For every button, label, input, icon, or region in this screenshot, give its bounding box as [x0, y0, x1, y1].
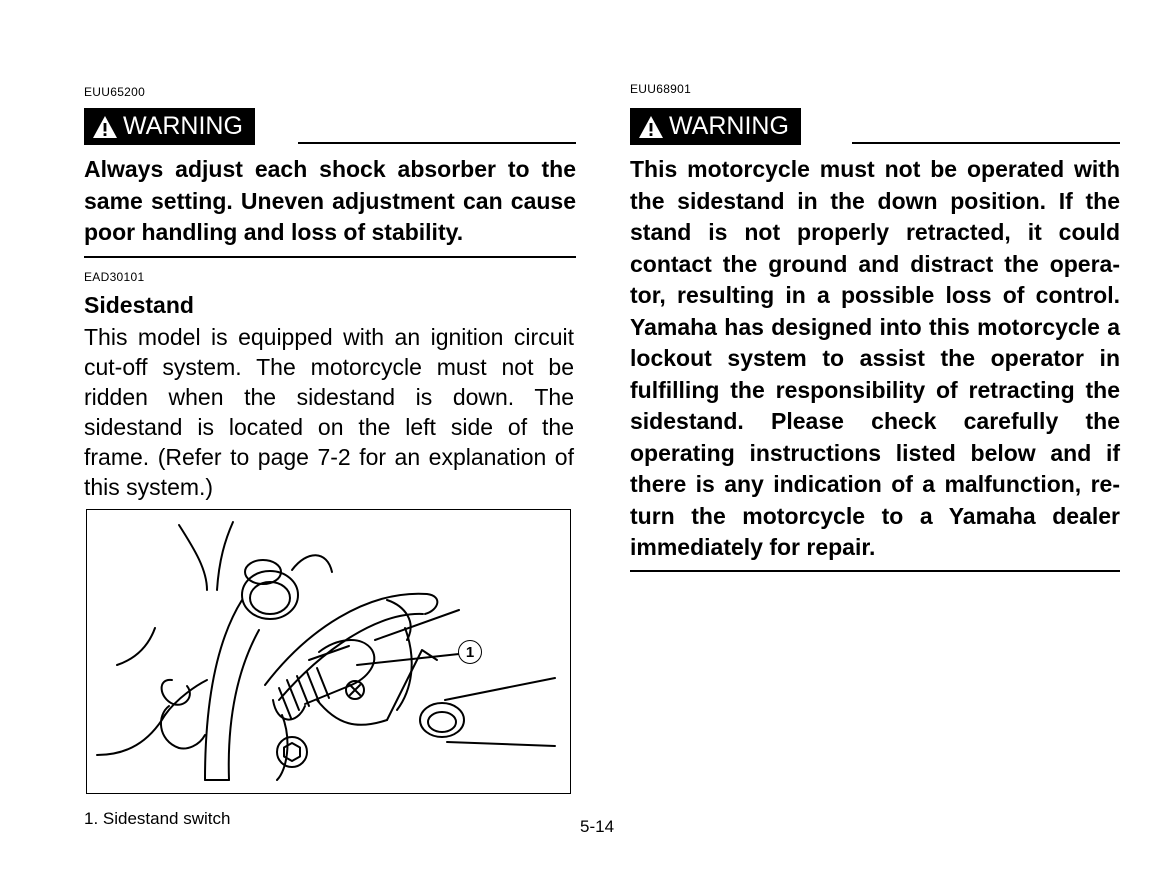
warning-label: WARNING	[669, 112, 789, 140]
warning-triangle-icon	[638, 115, 664, 139]
figure-caption: 1. Sidestand switch	[84, 809, 231, 828]
section-title-sidestand: Sidestand	[84, 292, 194, 318]
warning-end-rule-right	[630, 570, 1120, 572]
warning-header-right	[630, 108, 1120, 145]
warning-header-line	[298, 142, 576, 144]
warning-triangle-icon	[92, 115, 118, 139]
section-code-left-warning: EUU65200	[84, 85, 146, 99]
section-code-right-warning: EUU68901	[630, 82, 692, 96]
section-code-sidestand: EAD30101	[84, 270, 145, 284]
callout-number-1: 1	[458, 640, 482, 664]
warning-badge	[84, 108, 255, 145]
warning-text-left: Always adjust each shock absorber to the same setting. Uneven adjustment can cause poor handling and loss of stability.	[84, 156, 576, 245]
page-number: 5-14	[580, 817, 615, 836]
warning-text-right: This motorcycle must not be operated with the sidestand in the down position. If the stand is not properly retracted, it could contact the ground and distract the opera-tor, resulting in a possible loss of control. Yamaha has designed into this motorcycle a lockout system to assist the operator in fulfilling the responsibility of retracting the sidestand. Please check carefully the operating instructions listed below and if there is any indication of a malfunction, re-turn the motorcycle to a Yamaha dealer immediately for repair.	[630, 156, 1120, 560]
sidestand-switch-figure	[86, 509, 571, 794]
sidestand-description: This model is equipped with an ignition circuit cut-off system. The motorcycle must not be ridden when the sidestand is down. The sidestand is located on the left side of the frame. (Refer to page 7-2 for an explanation of this system.)	[84, 324, 574, 500]
warning-label: WARNING	[123, 112, 243, 140]
sidestand-switch-illustration	[87, 510, 569, 792]
warning-badge	[630, 108, 801, 145]
warning-header-line	[852, 142, 1120, 144]
warning-header-left	[84, 108, 576, 145]
warning-end-rule-left	[84, 256, 576, 258]
